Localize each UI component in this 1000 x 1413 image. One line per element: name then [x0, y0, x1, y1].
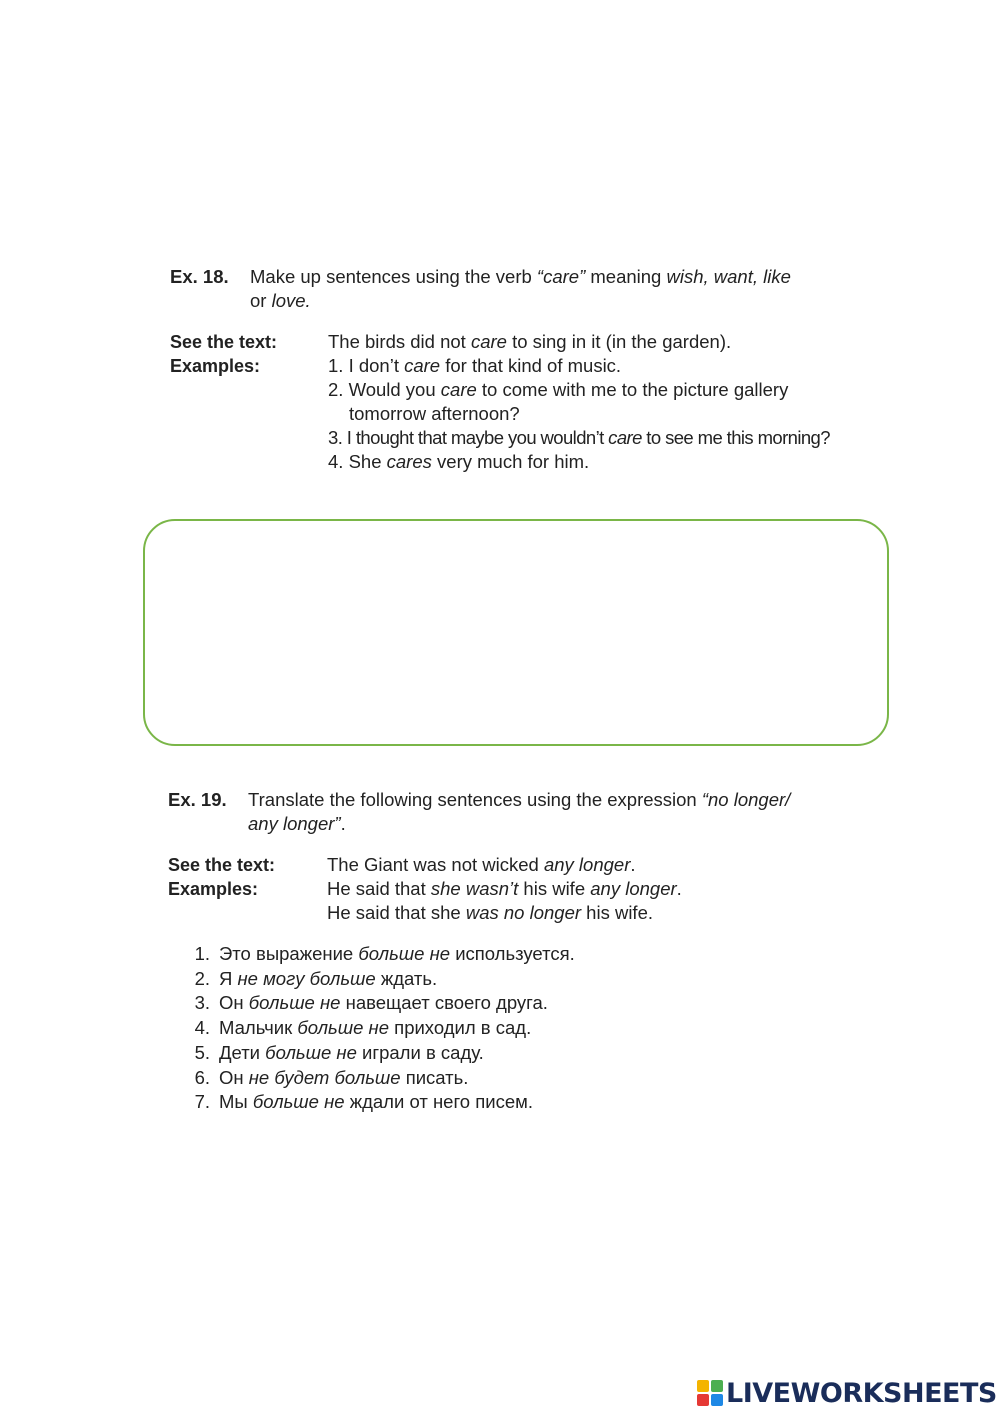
list-item: 2. Я не могу больше ждать.	[194, 967, 438, 989]
ex18-examples-label: Examples:	[170, 356, 261, 376]
list-item: 7. Мы больше не ждали от него писем.	[194, 1091, 533, 1113]
list-item: 3. Он больше не навещает своего друга.	[194, 992, 548, 1014]
liveworksheets-logo	[697, 1378, 997, 1408]
ex18-title-line2: or love.	[250, 290, 311, 311]
ex18-labels	[170, 330, 277, 378]
list-item: 1. Это выражение больше не используется.	[194, 943, 575, 964]
ex19-title	[248, 788, 790, 836]
ex19-number: Ex. 19.	[168, 789, 227, 810]
ex18-example-4: 4. She cares very much for him.	[328, 451, 590, 472]
logo-badge-icon	[697, 1380, 723, 1406]
ex18-number: Ex. 18.	[170, 266, 229, 287]
ex19-examples	[327, 853, 682, 925]
ex19-example-1: He said that she wasn’t his wife any longer.	[327, 878, 682, 899]
ex18-see-text-label: See the text:	[170, 332, 278, 352]
ex19-example-2: He said that she was no longer his wife.	[327, 902, 653, 923]
logo-text: LIVEWORKSHEETS	[726, 1377, 997, 1409]
list-item: 5. Дети больше не играли в саду.	[194, 1041, 484, 1063]
ex18-example-2-cont: tomorrow afternoon?	[349, 403, 520, 424]
ex19-sentence-list	[180, 942, 575, 1115]
ex18-examples	[328, 330, 830, 474]
ex18-example-2: 2. Would you care to come with me to the picture gallery	[328, 379, 789, 400]
ex19-labels	[168, 853, 275, 901]
ex18-see-text: The birds did not care to sing in it (in the garden).	[328, 331, 732, 352]
answer-textbox[interactable]	[143, 519, 889, 746]
ex19-title-line1: Translate the following sentences using the expression “no longer/	[248, 789, 791, 810]
ex18-title	[250, 265, 791, 313]
list-item: 4. Мальчик больше не приходил в сад.	[194, 1017, 532, 1039]
ex19-see-text: The Giant was not wicked any longer.	[327, 854, 636, 875]
ex18-example-1: 1. I don’t care for that kind of music.	[328, 355, 622, 376]
list-item: 6. Он не будет больше писать.	[194, 1066, 469, 1088]
ex19-examples-label: Examples:	[168, 879, 259, 899]
ex19-title-line2: any longer”.	[248, 813, 346, 834]
ex19-see-text-label: See the text:	[168, 855, 276, 875]
ex18-title-line1: Make up sentences using the verb “care” meaning wish, want, like	[250, 266, 791, 287]
ex18-example-3: 3. I thought that maybe you wouldn’t care to see me this morning?	[328, 427, 830, 448]
